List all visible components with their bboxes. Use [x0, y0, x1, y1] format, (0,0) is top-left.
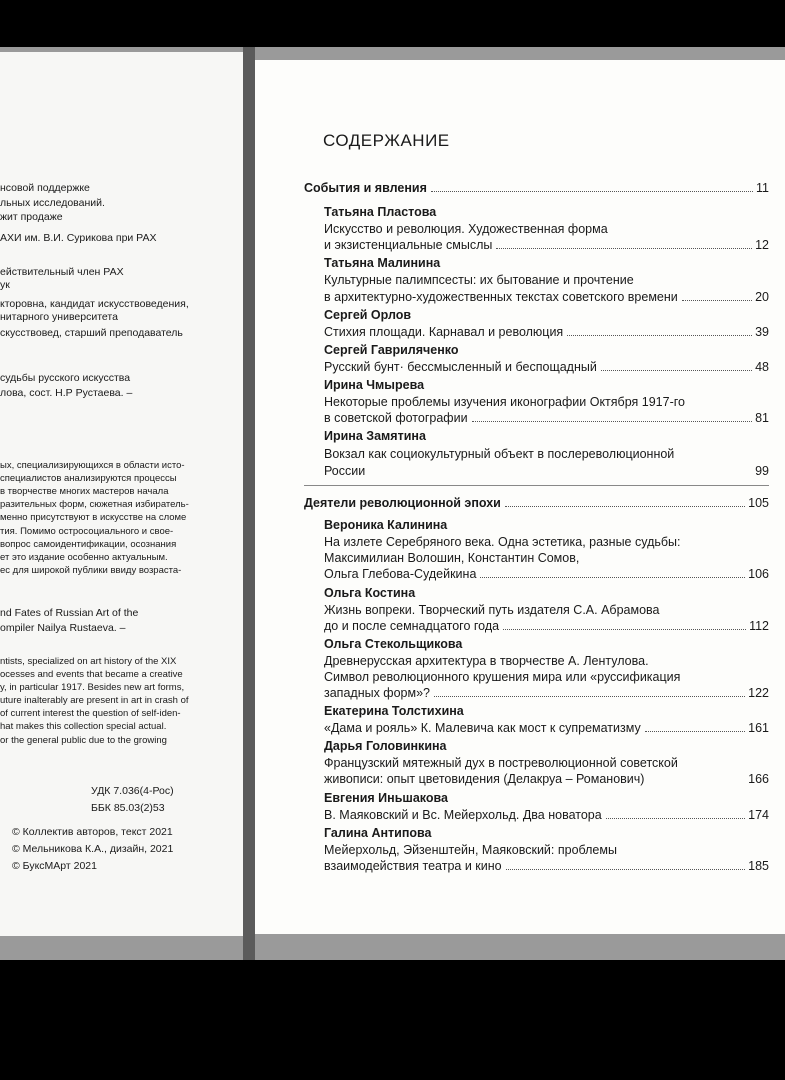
toc-entry-last-line	[324, 859, 769, 873]
toc-title-line: в советской фотографии	[324, 411, 468, 425]
page-number: 20	[755, 290, 769, 304]
toc-section-heading	[304, 496, 769, 510]
page-number: 174	[748, 808, 769, 822]
page-number: 112	[749, 619, 769, 633]
dot-leader	[503, 629, 746, 630]
page-number: 48	[755, 360, 769, 374]
page-number: 81	[755, 411, 769, 425]
lp-line: uture inalterably are present in art in crash of	[0, 695, 189, 706]
lp-line: лова, сост. Н.Р Рустаева. –	[0, 387, 133, 399]
copyright-line: © Коллектив авторов, текст 2021	[12, 826, 173, 838]
toc-title-line: Мейерхольд, Эйзенштейн, Маяковский: проблемы	[324, 843, 617, 857]
toc-entry-last-line	[324, 325, 769, 339]
page-number: 161	[748, 721, 769, 735]
lp-line: or the general public due to the growing	[0, 735, 167, 746]
toc-title-line: Вокзал как социокультурный объект в послереволюционной	[324, 447, 675, 461]
page-number: 11	[756, 181, 769, 195]
page-number: 106	[748, 567, 769, 581]
dot-leader	[434, 696, 745, 697]
toc-title-line: Русский бунт· бессмысленный и беспощадный	[324, 360, 597, 374]
dot-leader	[505, 506, 745, 507]
toc-entry-last-line	[324, 721, 769, 735]
toc-author: Дарья Головинкина	[324, 739, 447, 753]
lp-line: ocesses and events that became a creative	[0, 669, 183, 680]
toc-entry-last-line	[324, 686, 769, 700]
toc-author: Татьяна Малинина	[324, 256, 441, 270]
lp-line: разительных форм, сюжетная избиратель-	[0, 499, 189, 510]
lp-line: тия. Помимо остросоциального и свое-	[0, 526, 174, 537]
toc-title-line: Искусство и революция. Художественная форма	[324, 222, 608, 236]
dot-leader	[682, 300, 752, 301]
dot-leader	[601, 370, 752, 371]
toc-author: Ирина Чмырева	[324, 378, 425, 392]
toc-entry-last-line	[324, 808, 769, 822]
dot-leader	[567, 335, 752, 336]
toc-title-line: Культурные палимпсесты: их бытование и прочтение	[324, 273, 634, 287]
dot-leader	[480, 577, 745, 578]
lp-line: судьбы русского искусства	[0, 372, 131, 384]
dot-leader	[472, 421, 753, 422]
toc-title-line: Ольга Глебова-Судейкина	[324, 567, 477, 581]
lp-line: ук	[0, 279, 10, 291]
lp-line: вопрос самоидентификации, осознания	[0, 539, 177, 550]
page-number: 99	[755, 464, 769, 478]
left-page	[0, 52, 243, 936]
toc-entry-last-line	[324, 619, 769, 633]
toc-author: Вероника Калинина	[324, 518, 448, 532]
lp-line: специалистов анализируются процессы	[0, 473, 177, 484]
lp-line: ет это издание особенно актуальным.	[0, 552, 168, 563]
toc-author: Сергей Гавриляченко	[324, 343, 459, 357]
page-number: 122	[748, 686, 769, 700]
lp-line: нсовой поддержке	[0, 182, 90, 194]
section-title: События и явления	[304, 181, 427, 195]
lp-line: нитарного университета	[0, 311, 118, 323]
toc-title-line: России	[324, 464, 366, 478]
right-page	[255, 60, 785, 934]
page-number: 166	[748, 772, 769, 786]
page-number: 12	[755, 238, 769, 252]
toc-entry-last-line	[324, 464, 769, 478]
lp-line: hat makes this collection special actual.	[0, 721, 167, 732]
toc-author: Татьяна Пластова	[324, 205, 437, 219]
lp-line: в творчестве многих мастеров начала	[0, 486, 169, 497]
toc-title-line: западных форм»?	[324, 686, 430, 700]
page-number: 39	[755, 325, 769, 339]
lp-line: ых, специализирующихся в области исто-	[0, 460, 185, 471]
toc-title-line: Французский мятежный дух в постреволюционной советской	[324, 756, 678, 770]
lp-line: АХИ им. В.И. Сурикова при РАХ	[0, 232, 157, 244]
lp-line: y, in particular 1917. Besides new art forms,	[0, 682, 185, 693]
toc-title-line: Некоторые проблемы изучения иконографии Октября 1917-го	[324, 395, 685, 409]
toc-author: Екатерина Толстихина	[324, 704, 464, 718]
dot-leader	[645, 731, 745, 732]
toc-title-line: и экзистенциальные смыслы	[324, 238, 493, 252]
toc-author: Галина Антипова	[324, 826, 432, 840]
lp-line: жит продаже	[0, 211, 63, 223]
lp-line: ompiler Nailya Rustaeva. –	[0, 622, 126, 634]
toc-author: Сергей Орлов	[324, 308, 412, 322]
toc-title-line: На излете Серебряного века. Одна эстетика, разные судьбы:	[324, 535, 681, 549]
toc-title-line: живописи: опыт цветовидения (Делакруа – Романович)	[324, 772, 645, 786]
toc-title-line: Максимилиан Волошин, Константин Сомов,	[324, 551, 580, 565]
lp-line: ействительный член РАХ	[0, 266, 124, 278]
toc-title-line: до и после семнадцатого года	[324, 619, 500, 633]
copyright-line: © БуксМАрт 2021	[12, 860, 97, 872]
book-gutter	[243, 47, 255, 960]
toc-author: Евгения Иньшакова	[324, 791, 448, 805]
toc-entry-last-line	[324, 772, 769, 786]
toc-title: СОДЕРЖАНИЕ	[323, 131, 450, 150]
copyright-line: © Мельникова К.А., дизайн, 2021	[12, 843, 174, 855]
lp-line: nd Fates of Russian Art of the	[0, 607, 139, 619]
toc-author: Ирина Замятина	[324, 429, 426, 443]
toc-title-line: «Дама и рояль» К. Малевича как мост к супрематизму	[324, 721, 641, 735]
toc-title-line: Древнерусская архитектура в творчестве А. Лентулова.	[324, 654, 649, 668]
toc-title-line: В. Маяковский и Вс. Мейерхольд. Два новатора	[324, 808, 602, 822]
section-title: Деятели революционной эпохи	[304, 496, 501, 510]
dot-leader	[606, 818, 745, 819]
page-number: 185	[748, 859, 769, 873]
toc-entry-last-line	[324, 238, 769, 252]
dot-leader	[506, 869, 746, 870]
lp-line: кторовна, кандидат искусствоведения,	[0, 298, 189, 310]
toc-title-line: в архитектурно-художественных текстах советского времени	[324, 290, 678, 304]
toc-entry-last-line	[324, 290, 769, 304]
toc-section-heading	[304, 181, 769, 195]
toc-title-line: взаимодействия театра и кино	[324, 859, 502, 873]
lp-line: ес для широкой публики ввиду возраста-	[0, 565, 182, 576]
lp-line: скусствовед, старший преподаватель	[0, 327, 183, 339]
toc-author: Ольга Стекольщикова	[324, 637, 463, 651]
dot-leader	[431, 191, 753, 192]
page-number: 105	[748, 496, 769, 510]
lp-line: льных исследований.	[0, 197, 105, 209]
toc-entry-last-line	[324, 567, 769, 581]
toc-entry-last-line	[324, 411, 769, 425]
lp-line: of current interest the question of self-iden-	[0, 708, 181, 719]
toc-author: Ольга Костина	[324, 586, 416, 600]
udk-code: УДК 7.036(4-Рос)	[91, 785, 174, 797]
toc-title-line: Символ революционного крушения мира или «руссификация	[324, 670, 681, 684]
toc-title-line: Стихия площади. Карнавал и революция	[324, 325, 564, 339]
lp-line: менно присутствуют в искусстве на сломе	[0, 512, 187, 523]
lp-line: ntists, specialized on art history of the XIX	[0, 656, 177, 667]
section-divider	[304, 485, 769, 486]
dot-leader	[496, 248, 752, 249]
toc-title-line: Жизнь вопреки. Творческий путь издателя С.А. Абрамова	[324, 603, 660, 617]
toc-entry-last-line	[324, 360, 769, 374]
bbk-code: ББК 85.03(2)53	[91, 802, 165, 814]
